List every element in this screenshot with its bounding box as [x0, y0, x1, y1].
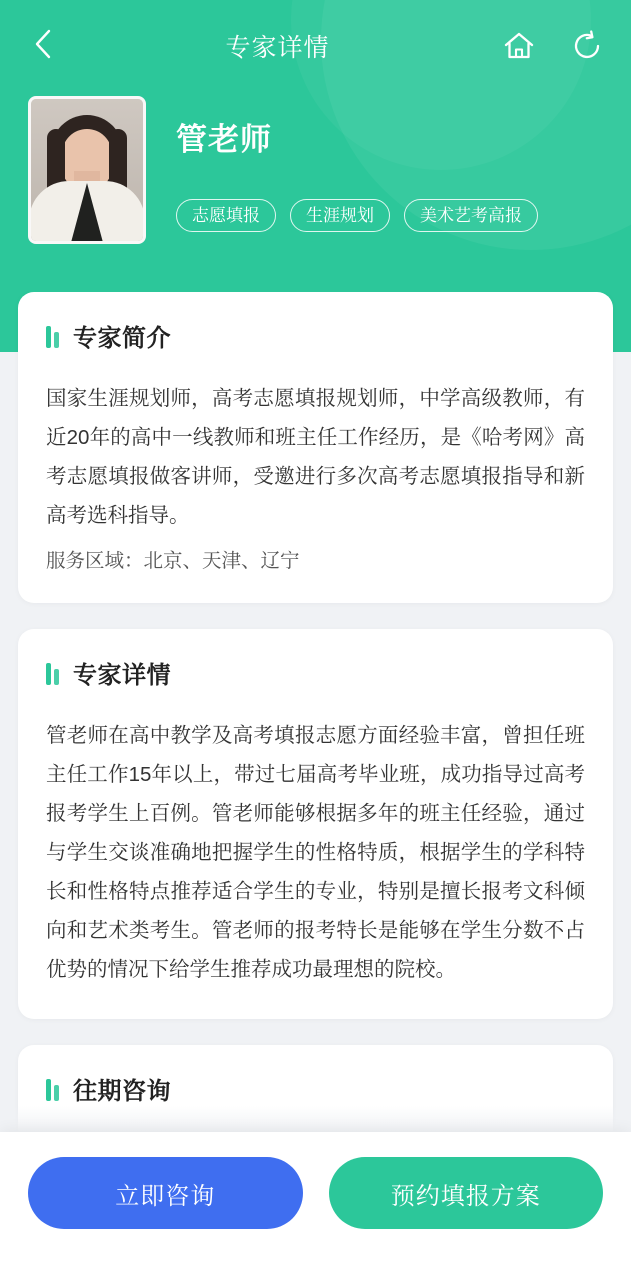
navigation-bar	[0, 0, 631, 92]
navigation-actions	[501, 28, 605, 64]
card-header	[46, 1071, 585, 1106]
section-marker-icon	[46, 1077, 59, 1101]
section-marker-icon	[46, 661, 59, 685]
card-header	[46, 318, 585, 353]
expert-name: 管老师	[176, 122, 272, 157]
bottom-action-bar	[0, 1132, 631, 1280]
refresh-icon[interactable]	[569, 28, 605, 64]
card-header	[46, 655, 585, 690]
expert-profile	[0, 96, 631, 244]
service-area-text: 服务区域：北京、天津、辽宁	[46, 550, 300, 572]
page-title: 专家详情	[225, 34, 330, 62]
section-title: 专家简介	[73, 325, 171, 352]
profile-info	[146, 96, 538, 244]
card-expert-detail	[18, 629, 613, 1019]
section-title: 往期咨询	[73, 1078, 171, 1105]
section-body: 管老师在高中教学及高考填报志愿方面经验丰富，曾担任班主任工作15年以上，带过七届高考毕业班，成功指导过高考报考学生上百例。管老师能够根据多年的班主任经验，通过与学生交谈准确地把握学生的性格特质，根据学生的学科特长和性格特点推荐适合学生的专业，特别是擅长报考文科倾向和艺术类考生。管老师的报考特长是能够在学生分数不占优势的情况下给学生推荐成功最理想的院校。	[46, 724, 585, 981]
expert-tag-2: 美术艺考高报	[404, 199, 538, 232]
avatar[interactable]	[28, 96, 146, 244]
section-body: 国家生涯规划师，高考志愿填报规划师，中学高级教师，有近20年的高中一线教师和班主任工作经历，是《哈考网》高考志愿填报做客讲师，受邀进行多次高考志愿填报指导和新高考选科指导。	[46, 387, 585, 527]
section-marker-icon	[46, 324, 59, 348]
expert-tag-list	[176, 199, 538, 232]
card-expert-intro	[18, 292, 613, 603]
expert-tag-1: 生涯规划	[290, 199, 390, 232]
section-title: 专家详情	[73, 662, 171, 689]
consult-now-button[interactable]: 立即咨询	[28, 1157, 303, 1229]
home-icon[interactable]	[501, 28, 537, 64]
expert-tag-0: 志愿填报	[176, 199, 276, 232]
reserve-plan-button[interactable]: 预约填报方案	[329, 1157, 604, 1229]
chevron-left-icon	[32, 28, 54, 65]
